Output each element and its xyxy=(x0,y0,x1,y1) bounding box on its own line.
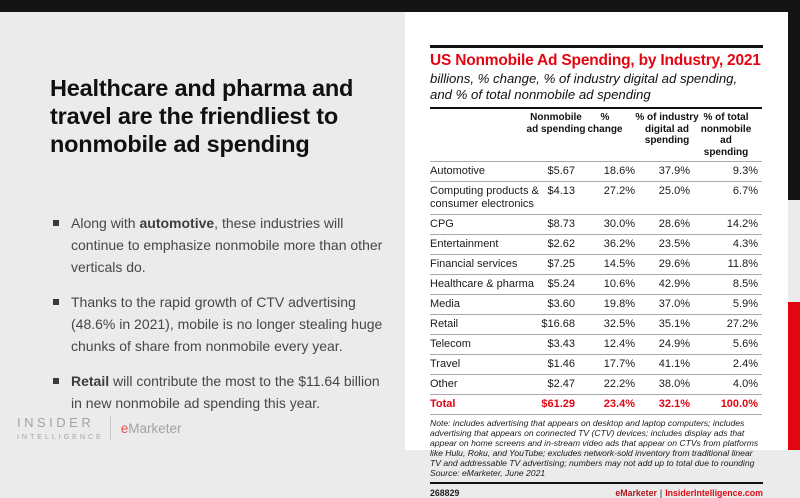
right-edge-black-block xyxy=(788,0,800,200)
table-row: Entertainment $2.62 36.2% 23.5% 4.3% xyxy=(430,234,762,254)
chart-card xyxy=(405,12,788,498)
table-row: Travel $1.46 17.7% 41.1% 2.4% xyxy=(430,354,762,374)
bullet-square-icon xyxy=(53,378,59,384)
insider-intelligence-wordmark: INSIDER INTELLIGENCE xyxy=(17,415,104,441)
bullet-square-icon xyxy=(53,299,59,305)
column-header-industry xyxy=(430,108,526,162)
table-row: Automotive $5.67 18.6% 37.9% 9.3% xyxy=(430,162,762,182)
chart-note: Note: includes advertising that appears on desktop and laptop computers; includes advertising that appears on connected TV (CTV) devices; includes display ads that appear on home screens and in-stream video ads that appear on CTVs from platforms like Hulu, Roku, and YouTube; excludes network-sold inventory from traditional linear TV and addressable TV advertising; numbers may not add up to total due to rounding xyxy=(430,417,759,468)
chart-subtitle: billions, % change, % of industry digital ad spending, and % of total nonmobile ad spending xyxy=(430,71,738,102)
list-item xyxy=(50,370,390,414)
industry-spending-table xyxy=(430,107,762,415)
table-total-row: Total $61.29 23.4% 32.1% 100.0% xyxy=(430,394,762,414)
table-row: Healthcare & pharma $5.24 10.6% 42.9% 8.5% xyxy=(430,274,762,294)
list-item xyxy=(50,291,390,357)
card-top-rule xyxy=(430,45,763,48)
bullet-square-icon xyxy=(53,220,59,226)
table-header-row xyxy=(430,108,762,162)
footer-brand xyxy=(615,488,763,498)
card-footer xyxy=(430,488,763,498)
table-row: Other $2.47 22.2% 38.0% 4.0% xyxy=(430,374,762,394)
bullet-text: Thanks to the rapid growth of CTV advertising (48.6% in 2021), mobile is no longer stealing huge chunks of share from nonmobile every year. xyxy=(71,294,383,354)
list-item xyxy=(50,212,390,278)
table-row: Media $3.60 19.8% 37.0% 5.9% xyxy=(430,294,762,314)
insight-bullet-list xyxy=(50,212,390,427)
column-header-total-nonmobile-share: % of total nonmobile ad spending xyxy=(700,112,752,158)
right-edge-red-block xyxy=(788,302,800,450)
logo-divider xyxy=(110,416,111,440)
column-header-pct-change: % change xyxy=(587,112,623,135)
bullet-text: Retail will contribute the most to the $11.64 billion in new nonmobile ad spending this year. xyxy=(71,373,380,411)
footer-emarketer-label: eMarketer xyxy=(615,488,657,498)
table-row: Telecom $3.43 12.4% 24.9% 5.6% xyxy=(430,334,762,354)
card-bottom-rule xyxy=(430,482,763,485)
top-frame-bar xyxy=(0,0,800,12)
table-row: Computing products & consumer electronics $4.13 27.2% 25.0% 6.7% xyxy=(430,182,762,215)
column-header-nonmobile-spending: Nonmobile ad spending xyxy=(526,112,586,135)
chart-source: Source: eMarketer, June 2021 xyxy=(430,467,546,478)
slide-headline: Healthcare and pharma and travel are the friendliest to nonmobile ad spending xyxy=(50,75,354,157)
table-row: Financial services $7.25 14.5% 29.6% 11.8% xyxy=(430,254,762,274)
footer-divider: | xyxy=(659,488,663,498)
chart-id: 268829 xyxy=(430,488,460,498)
bullet-text: Along with automotive, these industries will continue to emphasize nonmobile more than other verticals do. xyxy=(71,215,383,275)
footer-insiderintelligence-link[interactable]: InsiderIntelligence.com xyxy=(665,488,763,498)
chart-title: US Nonmobile Ad Spending, by Industry, 2021 xyxy=(430,52,761,69)
emarketer-wordmark: eMarketer xyxy=(120,420,182,436)
insider-intelligence-logo xyxy=(17,415,182,441)
column-header-industry-digital-share: % of industry digital ad spending xyxy=(635,112,699,146)
table-row: CPG $8.73 30.0% 28.6% 14.2% xyxy=(430,214,762,234)
table-row: Retail $16.68 32.5% 35.1% 27.2% xyxy=(430,314,762,334)
